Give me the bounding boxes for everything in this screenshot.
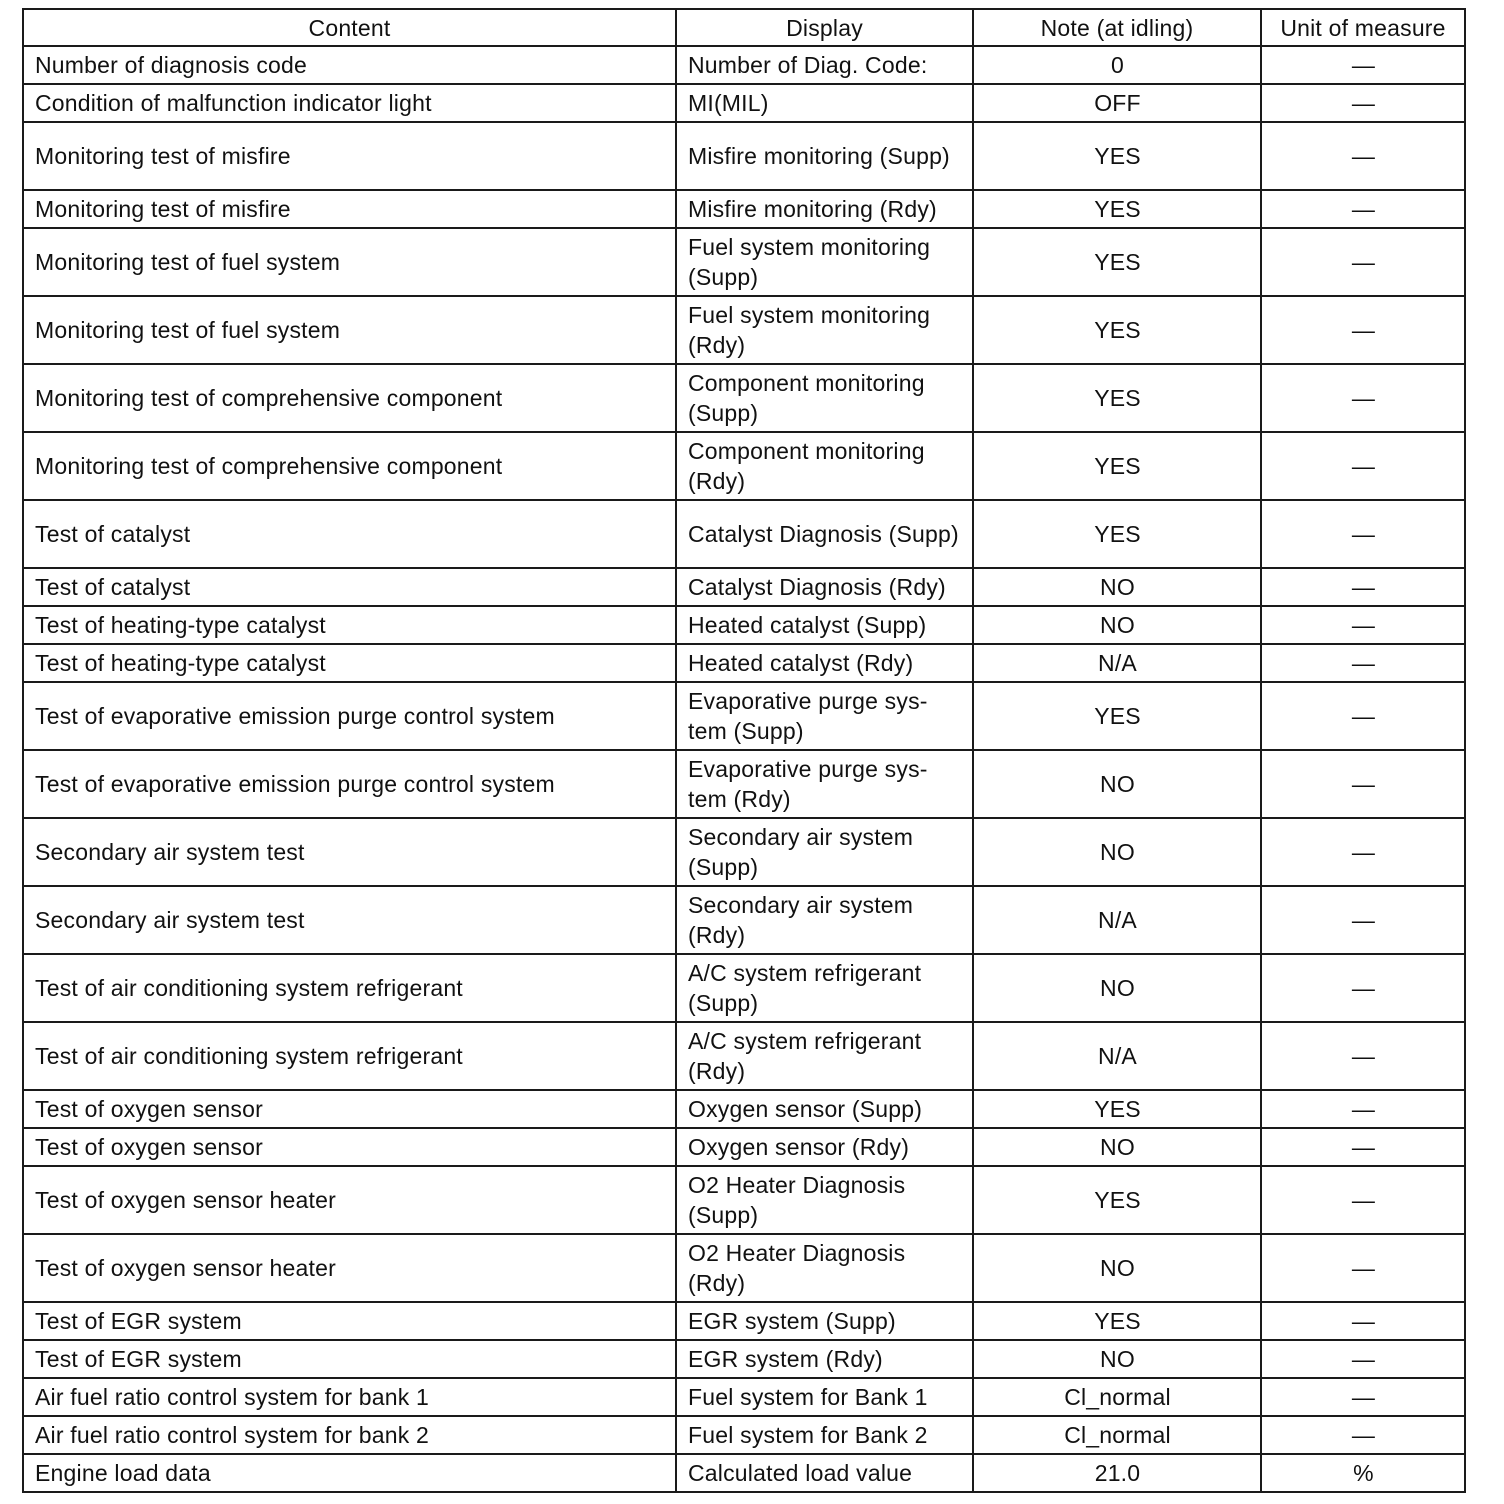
cell-content: Test of oxygen sensor <box>23 1090 676 1128</box>
cell-note: NO <box>973 954 1261 1022</box>
cell-display: Fuel system monitoring (Rdy) <box>676 296 973 364</box>
cell-note: YES <box>973 1090 1261 1128</box>
table-row <box>23 1166 1465 1234</box>
cell-unit: — <box>1261 364 1465 432</box>
cell-unit: — <box>1261 568 1465 606</box>
cell-unit: — <box>1261 606 1465 644</box>
cell-unit: — <box>1261 750 1465 818</box>
cell-unit: — <box>1261 1166 1465 1234</box>
cell-note: N/A <box>973 886 1261 954</box>
cell-unit: — <box>1261 886 1465 954</box>
table-row <box>23 364 1465 432</box>
cell-content: Monitoring test of comprehensive component <box>23 432 676 500</box>
table-row <box>23 432 1465 500</box>
cell-unit: — <box>1261 1378 1465 1416</box>
cell-note: NO <box>973 1234 1261 1302</box>
cell-content: Monitoring test of comprehensive component <box>23 364 676 432</box>
cell-content: Test of air conditioning system refrigerant <box>23 1022 676 1090</box>
cell-display: Catalyst Diagnosis (Rdy) <box>676 568 973 606</box>
table-row <box>23 818 1465 886</box>
cell-content: Air fuel ratio control system for bank 1 <box>23 1378 676 1416</box>
cell-note: 0 <box>973 46 1261 84</box>
table-row <box>23 1454 1465 1492</box>
cell-display: Number of Diag. Code: <box>676 46 973 84</box>
cell-note: N/A <box>973 644 1261 682</box>
cell-content: Test of oxygen sensor heater <box>23 1166 676 1234</box>
cell-unit: — <box>1261 296 1465 364</box>
cell-unit: % <box>1261 1454 1465 1492</box>
cell-note: Cl_normal <box>973 1416 1261 1454</box>
table-row <box>23 1090 1465 1128</box>
table-body <box>23 46 1465 1492</box>
cell-unit: — <box>1261 228 1465 296</box>
cell-content: Monitoring test of fuel system <box>23 296 676 364</box>
table-row <box>23 1128 1465 1166</box>
cell-display: Evaporative purge sys-tem (Supp) <box>676 682 973 750</box>
table-row <box>23 1416 1465 1454</box>
cell-display: Calculated load value <box>676 1454 973 1492</box>
cell-display: Evaporative purge sys-tem (Rdy) <box>676 750 973 818</box>
cell-note: YES <box>973 190 1261 228</box>
diagnosis-data-table <box>22 8 1466 1493</box>
cell-content: Engine load data <box>23 1454 676 1492</box>
table-row <box>23 500 1465 568</box>
cell-content: Secondary air system test <box>23 886 676 954</box>
cell-content: Monitoring test of misfire <box>23 190 676 228</box>
cell-unit: — <box>1261 432 1465 500</box>
cell-content: Test of oxygen sensor heater <box>23 1234 676 1302</box>
cell-unit: — <box>1261 46 1465 84</box>
table-row <box>23 954 1465 1022</box>
cell-unit: — <box>1261 1234 1465 1302</box>
cell-content: Test of catalyst <box>23 500 676 568</box>
cell-content: Test of EGR system <box>23 1302 676 1340</box>
cell-display: A/C system refrigerant (Supp) <box>676 954 973 1022</box>
header-note: Note (at idling) <box>973 9 1261 46</box>
cell-note: YES <box>973 122 1261 190</box>
table-row <box>23 1234 1465 1302</box>
cell-display: O2 Heater Diagnosis (Rdy) <box>676 1234 973 1302</box>
cell-unit: — <box>1261 818 1465 886</box>
cell-note: OFF <box>973 84 1261 122</box>
table-row <box>23 1378 1465 1416</box>
cell-note: YES <box>973 500 1261 568</box>
cell-unit: — <box>1261 1128 1465 1166</box>
cell-note: NO <box>973 818 1261 886</box>
table-row <box>23 750 1465 818</box>
cell-display: Heated catalyst (Supp) <box>676 606 973 644</box>
cell-note: NO <box>973 1128 1261 1166</box>
cell-display: Misfire monitoring (Rdy) <box>676 190 973 228</box>
cell-content: Test of EGR system <box>23 1340 676 1378</box>
table-row <box>23 46 1465 84</box>
cell-unit: — <box>1261 500 1465 568</box>
cell-unit: — <box>1261 1090 1465 1128</box>
table-row <box>23 568 1465 606</box>
table-header <box>23 9 1465 46</box>
cell-unit: — <box>1261 1022 1465 1090</box>
cell-content: Monitoring test of misfire <box>23 122 676 190</box>
cell-note: YES <box>973 228 1261 296</box>
table-row <box>23 886 1465 954</box>
table-row <box>23 228 1465 296</box>
cell-unit: — <box>1261 682 1465 750</box>
cell-display: Oxygen sensor (Rdy) <box>676 1128 973 1166</box>
header-row <box>23 9 1465 46</box>
cell-content: Test of air conditioning system refrigerant <box>23 954 676 1022</box>
cell-unit: — <box>1261 1340 1465 1378</box>
table-row <box>23 1022 1465 1090</box>
table-row <box>23 644 1465 682</box>
cell-note: NO <box>973 606 1261 644</box>
header-unit: Unit of measure <box>1261 9 1465 46</box>
cell-content: Test of heating-type catalyst <box>23 644 676 682</box>
cell-content: Test of catalyst <box>23 568 676 606</box>
cell-note: YES <box>973 1166 1261 1234</box>
cell-display: Secondary air system (Supp) <box>676 818 973 886</box>
cell-content: Air fuel ratio control system for bank 2 <box>23 1416 676 1454</box>
cell-note: YES <box>973 296 1261 364</box>
cell-note: YES <box>973 682 1261 750</box>
cell-display: Fuel system monitoring (Supp) <box>676 228 973 296</box>
cell-content: Test of evaporative emission purge control system <box>23 682 676 750</box>
cell-note: NO <box>973 568 1261 606</box>
cell-display: Misfire monitoring (Supp) <box>676 122 973 190</box>
table-row <box>23 682 1465 750</box>
cell-unit: — <box>1261 84 1465 122</box>
cell-display: Fuel system for Bank 1 <box>676 1378 973 1416</box>
cell-note: N/A <box>973 1022 1261 1090</box>
cell-display: Catalyst Diagnosis (Supp) <box>676 500 973 568</box>
cell-display: Oxygen sensor (Supp) <box>676 1090 973 1128</box>
cell-content: Condition of malfunction indicator light <box>23 84 676 122</box>
header-content: Content <box>23 9 676 46</box>
table-row <box>23 1340 1465 1378</box>
cell-display: Secondary air system (Rdy) <box>676 886 973 954</box>
cell-unit: — <box>1261 190 1465 228</box>
table-row <box>23 606 1465 644</box>
cell-display: Fuel system for Bank 2 <box>676 1416 973 1454</box>
cell-content: Test of heating-type catalyst <box>23 606 676 644</box>
cell-display: A/C system refrigerant (Rdy) <box>676 1022 973 1090</box>
cell-note: Cl_normal <box>973 1378 1261 1416</box>
table-row <box>23 296 1465 364</box>
cell-display: Heated catalyst (Rdy) <box>676 644 973 682</box>
cell-note: YES <box>973 1302 1261 1340</box>
cell-content: Test of evaporative emission purge control system <box>23 750 676 818</box>
cell-content: Secondary air system test <box>23 818 676 886</box>
cell-content: Monitoring test of fuel system <box>23 228 676 296</box>
cell-display: MI(MIL) <box>676 84 973 122</box>
table-row <box>23 84 1465 122</box>
cell-note: YES <box>973 364 1261 432</box>
cell-display: EGR system (Rdy) <box>676 1340 973 1378</box>
cell-display: O2 Heater Diagnosis (Supp) <box>676 1166 973 1234</box>
cell-content: Test of oxygen sensor <box>23 1128 676 1166</box>
cell-display: Component monitoring (Rdy) <box>676 432 973 500</box>
header-display: Display <box>676 9 973 46</box>
cell-note: NO <box>973 1340 1261 1378</box>
cell-display: Component monitoring (Supp) <box>676 364 973 432</box>
cell-unit: — <box>1261 954 1465 1022</box>
table-row <box>23 190 1465 228</box>
table-row <box>23 1302 1465 1340</box>
cell-unit: — <box>1261 122 1465 190</box>
cell-unit: — <box>1261 1416 1465 1454</box>
cell-note: YES <box>973 432 1261 500</box>
cell-unit: — <box>1261 644 1465 682</box>
cell-note: 21.0 <box>973 1454 1261 1492</box>
cell-display: EGR system (Supp) <box>676 1302 973 1340</box>
cell-note: NO <box>973 750 1261 818</box>
cell-unit: — <box>1261 1302 1465 1340</box>
cell-content: Number of diagnosis code <box>23 46 676 84</box>
table-row <box>23 122 1465 190</box>
